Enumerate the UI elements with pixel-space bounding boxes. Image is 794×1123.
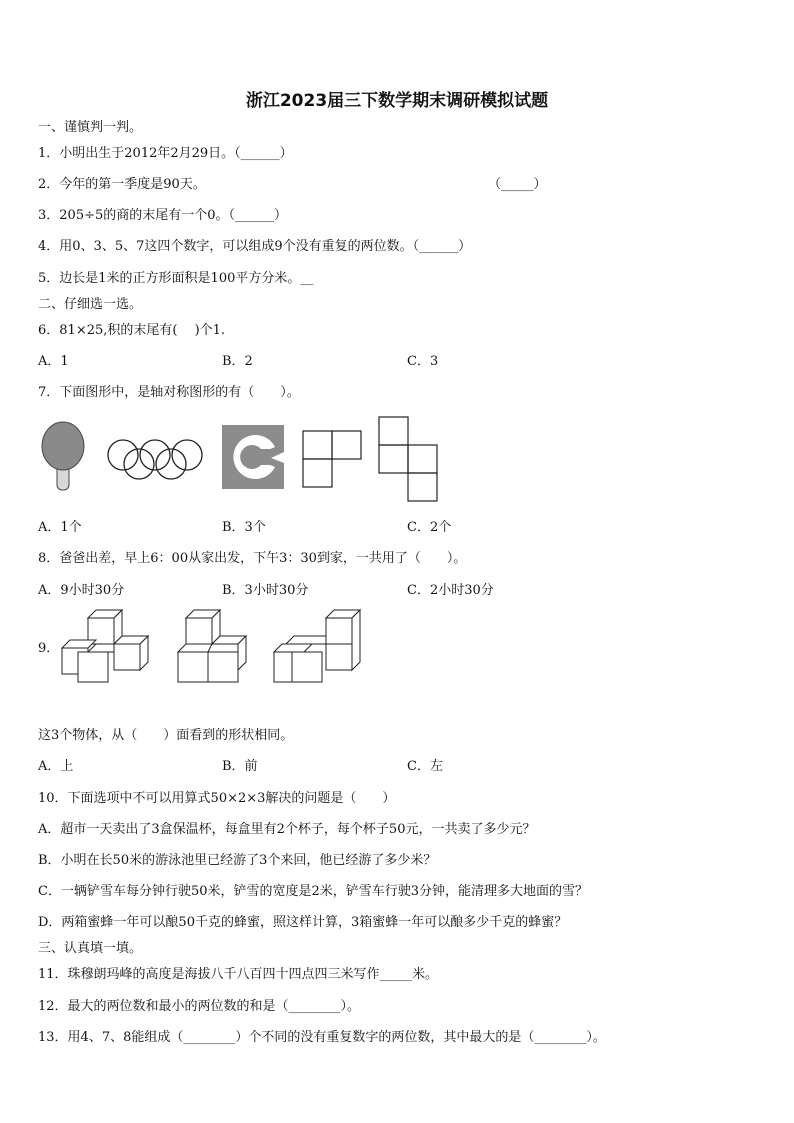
question-9-text: 这3个物体，从（ ）面看到的形状相同。: [38, 728, 294, 743]
cube-stack-figure-3: [272, 608, 372, 688]
question-4: 4．用0、3、5、7这四个数字，可以组成9个没有重复的两位数。（______）: [38, 239, 472, 254]
cube-stack-figure-1: [56, 608, 156, 688]
question-9: 9．: [38, 641, 60, 656]
question-8-option-a: A．9小时30分: [38, 583, 125, 598]
question-6-option-c: C．3: [407, 354, 439, 369]
question-3: 3．205÷5的商的末尾有一个0。（______）: [38, 208, 288, 223]
question-9-option-c: C．左: [407, 759, 443, 774]
question-12: 12．最大的两位数和最小的两位数的和是（________）。: [38, 999, 361, 1014]
question-7: 7．下面图形中，是轴对称图形的有（ ）。: [38, 385, 300, 400]
section-1-heading: 一、谨慎判一判。: [38, 120, 143, 135]
question-8: 8．爸爸出差，早上6：00从家出发，下午3：30到家，一共用了（ ）。: [38, 551, 467, 566]
question-11: 11．珠穆朗玛峰的高度是海拔八千八百四十四点四三米写作_____米。: [38, 967, 439, 982]
question-8-option-b: B．3小时30分: [222, 583, 309, 598]
ring-3: [172, 440, 202, 470]
ring-1: [108, 440, 138, 470]
question-9-option-b: B．前: [222, 759, 258, 774]
question-7-option-a: A．1个: [38, 520, 82, 535]
square-grid-figure-b: [378, 416, 440, 504]
question-5: 5．边长是1米的正方形面积是100平方分米。__: [38, 271, 314, 286]
paddle-head: [42, 422, 84, 470]
page-title: 浙江2023届三下数学期末调研模拟试题: [245, 91, 549, 111]
question-10-option-c: C．一辆铲雪车每分钟行驶50米，铲雪的宽度是2米，铲雪车行驶3分钟，能清理多大地面的雪？: [38, 884, 589, 899]
ring-5: [156, 449, 186, 479]
question-7-option-c: C．2个: [407, 520, 452, 535]
question-7-option-b: B．3个: [222, 520, 266, 535]
bank-logo-figure: [222, 425, 286, 489]
question-6: 6．81×25,积的末尾有( )个1.: [38, 323, 226, 338]
question-10-option-a: A．超市一天卖出了3盒保温杯，每盒里有2个杯子，每个杯子50元，一共卖了多少元？: [38, 822, 536, 837]
ring-2: [140, 440, 170, 470]
question-6-option-a: A．1: [38, 354, 69, 369]
section-3-heading: 三、认真填一填。: [38, 941, 143, 956]
question-1: 1．小明出生于2012年2月29日。（______）: [38, 146, 293, 161]
ring-4: [124, 449, 154, 479]
question-10-option-b: B．小明在长50米的游泳池里已经游了3个来回，他已经游了多少米？: [38, 853, 437, 868]
question-8-option-c: C．2小时30分: [407, 583, 494, 598]
ping-pong-paddle-figure: [38, 420, 88, 492]
question-9-option-a: A．上: [38, 759, 74, 774]
cube-stack-figure-2: [176, 608, 256, 688]
question-6-option-b: B．2: [222, 354, 253, 369]
question-10-option-d: D．两箱蜜蜂一年可以酿50千克的蜂蜜，照这样计算，3箱蜜蜂一年可以酿多少千克的蜂蜜？: [38, 915, 568, 930]
olympic-rings-figure: [103, 438, 208, 480]
question-2-blank: （_____）: [488, 177, 547, 192]
question-2: 2．今年的第一季度是90天。: [38, 177, 206, 192]
question-10: 10．下面选项中不可以用算式50×2×3解决的问题是（ ）: [38, 791, 396, 806]
section-2-heading: 二、仔细选一选。: [38, 297, 143, 312]
square-grid-figure-a: [302, 430, 364, 490]
question-13: 13．用4、7、8能组成（________）个不同的没有重复数字的两位数，其中最大的是（________）。: [38, 1030, 606, 1045]
